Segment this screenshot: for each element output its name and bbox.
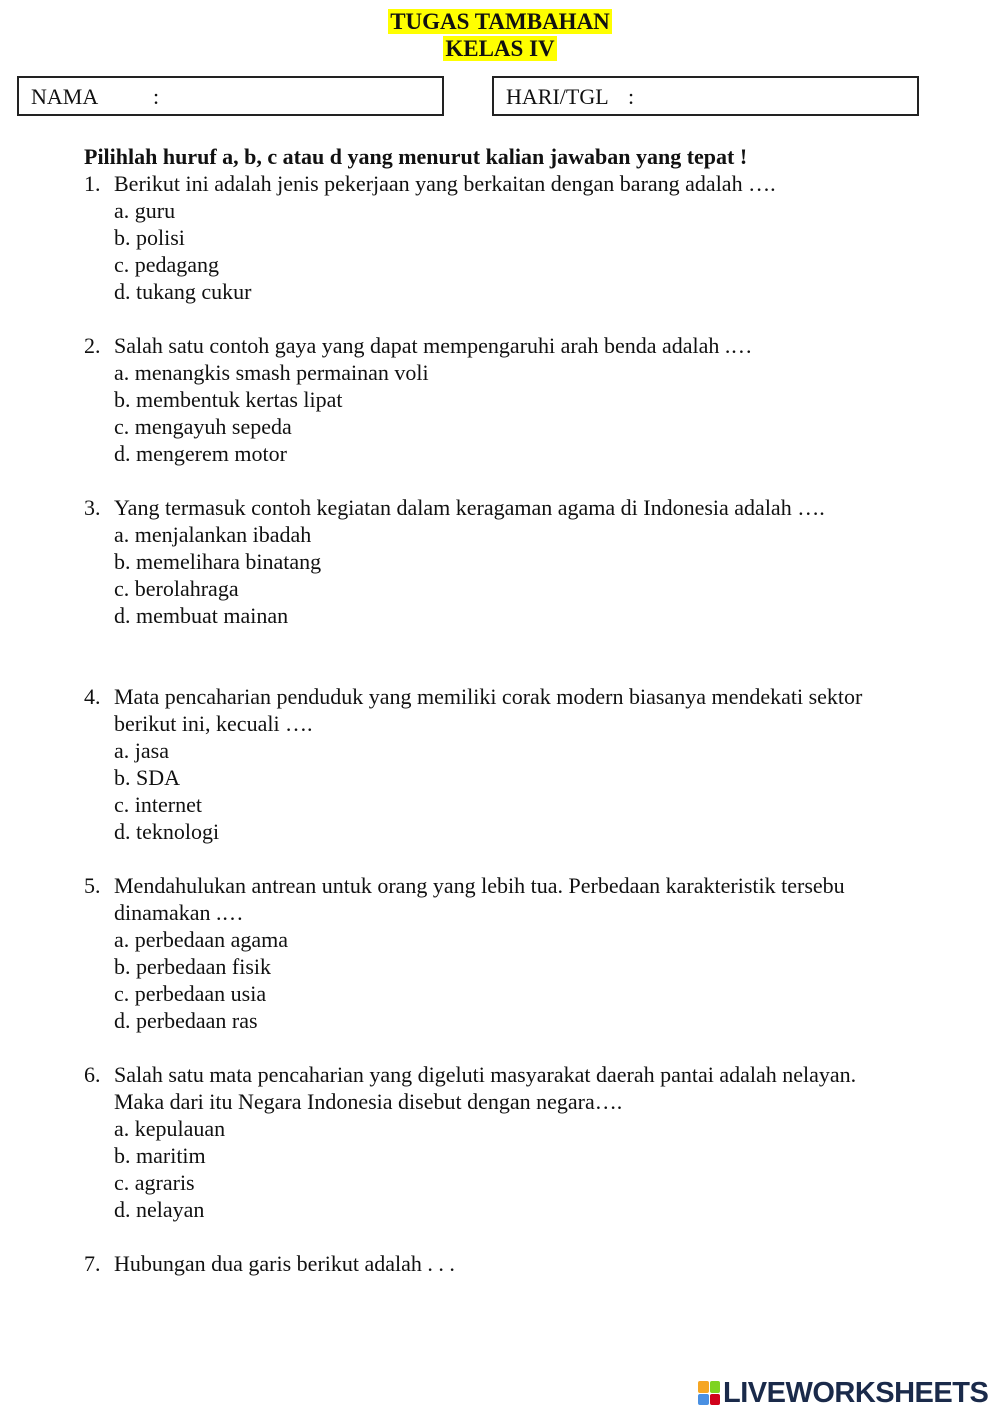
hari-tgl-label: HARI/TGL <box>506 84 609 109</box>
question-number: 4. <box>84 684 101 709</box>
option-a[interactable]: a. guru <box>114 198 176 223</box>
question-1 <box>84 170 884 305</box>
option-c[interactable]: c. pedagang <box>114 252 220 277</box>
liveworksheets-logo-icon <box>698 1381 720 1405</box>
option-d[interactable]: d. nelayan <box>114 1197 205 1222</box>
option-a[interactable]: a. menjalankan ibadah <box>114 522 312 547</box>
option-c[interactable]: c. agraris <box>114 1170 195 1195</box>
question-3 <box>84 494 884 629</box>
watermark-text: LIVEWORKSHEETS <box>723 1376 989 1409</box>
option-c[interactable]: c. perbedaan usia <box>114 981 267 1006</box>
hari-tgl-colon: : <box>628 84 635 109</box>
question-number: 3. <box>84 495 101 520</box>
instruction-text: Pilihlah huruf a, b, c atau d yang menurut kalian jawaban yang tepat ! <box>84 144 748 169</box>
question-number: 2. <box>84 333 101 358</box>
question-5 <box>84 872 884 1034</box>
option-c[interactable]: c. berolahraga <box>114 576 239 601</box>
option-d[interactable]: d. teknologi <box>114 819 220 844</box>
question-stem: Mata pencaharian penduduk yang memiliki corak modern biasanya mendekati sektor berikut ini, kecuali …. <box>114 684 863 736</box>
option-b[interactable]: b. maritim <box>114 1143 206 1168</box>
option-b[interactable]: b. membentuk kertas lipat <box>114 387 343 412</box>
option-d[interactable]: d. mengerem motor <box>114 441 287 466</box>
option-a[interactable]: a. menangkis smash permainan voli <box>114 360 429 385</box>
option-b[interactable]: b. polisi <box>114 225 185 250</box>
nama-label: NAMA <box>31 84 99 109</box>
option-c[interactable]: c. mengayuh sepeda <box>114 414 292 439</box>
hari-tgl-field[interactable] <box>492 76 919 116</box>
question-stem: Berikut ini adalah jenis pekerjaan yang berkaitan dengan barang adalah …. <box>114 171 776 196</box>
logo-square <box>698 1381 709 1393</box>
option-a[interactable]: a. jasa <box>114 738 169 763</box>
worksheet-class: KELAS IV <box>445 36 555 61</box>
option-d[interactable]: d. tukang cukur <box>114 279 252 304</box>
liveworksheets-watermark <box>698 1378 988 1408</box>
option-c[interactable]: c. internet <box>114 792 202 817</box>
question-number: 5. <box>84 873 101 898</box>
worksheet-title: TUGAS TAMBAHAN <box>390 9 610 34</box>
option-d[interactable]: d. perbedaan ras <box>114 1008 258 1033</box>
question-stem: Hubungan dua garis berikut adalah . . . <box>114 1251 455 1276</box>
option-b[interactable]: b. SDA <box>114 765 181 790</box>
logo-square <box>698 1394 709 1406</box>
nama-field[interactable] <box>17 76 444 116</box>
logo-square <box>710 1394 721 1406</box>
question-stem: Salah satu contoh gaya yang dapat mempengaruhi arah benda adalah .… <box>114 333 753 358</box>
question-number: 6. <box>84 1062 101 1087</box>
question-6 <box>84 1061 884 1223</box>
question-7 <box>84 1250 884 1277</box>
question-stem: Mendahulukan antrean untuk orang yang lebih tua. Perbedaan karakteristik tersebu dinamakan .… <box>114 873 845 925</box>
option-d[interactable]: d. membuat mainan <box>114 603 289 628</box>
option-a[interactable]: a. kepulauan <box>114 1116 226 1141</box>
question-number: 7. <box>84 1251 101 1276</box>
option-b[interactable]: b. memelihara binatang <box>114 549 322 574</box>
question-4 <box>84 683 884 845</box>
question-stem: Yang termasuk contoh kegiatan dalam keragaman agama di Indonesia adalah …. <box>114 495 825 520</box>
question-stem: Salah satu mata pencaharian yang digeluti masyarakat daerah pantai adalah nelayan. Maka dari itu Negara Indonesia disebut dengan negara…. <box>114 1062 857 1114</box>
nama-colon: : <box>153 84 160 109</box>
logo-square <box>710 1381 721 1393</box>
question-number: 1. <box>84 171 101 196</box>
question-2 <box>84 332 884 467</box>
option-b[interactable]: b. perbedaan fisik <box>114 954 271 979</box>
option-a[interactable]: a. perbedaan agama <box>114 927 289 952</box>
